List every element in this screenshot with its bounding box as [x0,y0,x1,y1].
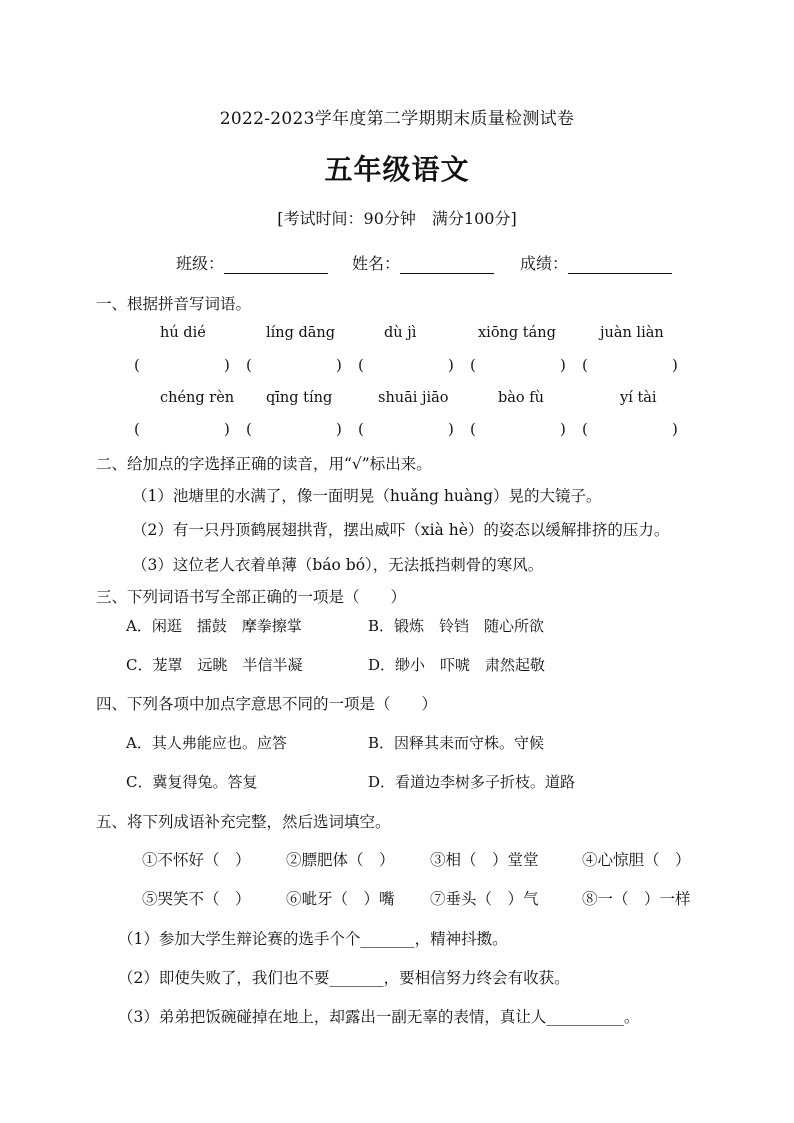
answer-paren-left: ( [134,420,140,438]
option-d: D．看道边李树多子折枝。道路 [368,773,576,791]
class-blank[interactable] [224,257,328,274]
option-b: B．因释其耒而守株。守候 [368,734,545,752]
answer-paren-left: ( [582,420,588,438]
pinyin: qīng tíng [266,390,333,406]
idiom-item: ⑧一（ ）一样 [582,890,691,908]
score-field [520,251,672,274]
question-item: （2）有一只丹顶鹤展翅拱背，摆出威吓（xià hè）的姿态以缓解排挤的压力。 [132,521,670,539]
name-label: 姓名： [352,254,401,273]
fill-sentence: （3）弟弟把饭碗碰掉在地上，却露出一副无辜的表情，真让人__________。 [118,1008,640,1026]
pinyin: hú dié [160,325,206,341]
answer-paren-right: ) [224,420,230,438]
name-blank[interactable] [400,257,494,274]
pinyin: chéng rèn [160,390,235,406]
answer-paren-left: ( [358,356,364,374]
section1-heading: 一、根据拼音写词语。 [96,295,252,313]
exam-info: [考试时间：90分钟 满分100分] [277,209,517,228]
answer-paren-right: ) [224,356,230,374]
answer-paren-right: ) [560,356,566,374]
answer-paren-right: ) [560,420,566,438]
pinyin: líng dāng [266,325,336,341]
page-title: 五年级语文 [324,153,470,186]
idiom-item: ④心惊胆（ ） [582,851,691,869]
answer-paren-right: ) [448,356,454,374]
section3-heading: 三、下列词语书写全部正确的一项是（ ） [96,588,407,606]
answer-paren-right: ) [336,420,342,438]
pinyin: juàn liàn [600,325,664,341]
question-item: （1）池塘里的水满了，像一面明晃（huǎng huàng）晃的大镜子。 [132,487,602,505]
idiom-item: ③相（ ）堂堂 [430,851,539,869]
score-blank[interactable] [568,257,672,274]
idiom-item: ②膘肥体（ ） [286,851,395,869]
option-b: B．锻炼 铃铛 随心所欲 [368,617,545,635]
answer-paren-left: ( [470,420,476,438]
section4-heading: 四、下列各项中加点字意思不同的一项是（ ） [96,695,438,713]
answer-paren-right: ) [672,420,678,438]
answer-paren-right: ) [448,420,454,438]
fill-sentence: （2）即使失败了，我们也不要_______，要相信努力终会有收获。 [118,969,570,987]
answer-paren-left: ( [134,356,140,374]
fill-sentence: （1）参加大学生辩论赛的选手个个_______，精神抖擞。 [118,930,508,948]
answer-paren-left: ( [582,356,588,374]
option-c: C．茏罩 远眺 半信半凝 [126,656,303,674]
option-c: C．冀复得兔。答复 [126,773,258,791]
pinyin: shuāi jiāo [378,390,449,406]
class-field [176,251,328,274]
answer-paren-left: ( [358,420,364,438]
answer-paren-right: ) [336,356,342,374]
score-label: 成绩： [520,254,569,273]
answer-paren-left: ( [470,356,476,374]
idiom-item: ⑦垂头（ ）气 [430,890,539,908]
name-field [352,251,494,274]
section2-heading: 二、给加点的字选择正确的读音，用“√”标出来。 [96,455,432,473]
pinyin: xiōng táng [478,325,556,341]
idiom-item: ⑤哭笑不（ ） [142,890,251,908]
idiom-item: ⑥呲牙（ ）嘴 [286,890,395,908]
question-item: （3）这位老人衣着单薄（báo bó），无法抵挡刺骨的寒风。 [132,556,544,574]
answer-paren-left: ( [246,420,252,438]
answer-paren-left: ( [246,356,252,374]
answer-paren-right: ) [672,356,678,374]
option-a: A．其人弗能应也。应答 [126,734,287,752]
exam-subtitle: 2022-2023学年度第二学期期末质量检测试卷 [219,109,575,129]
class-label: 班级： [176,254,225,273]
pinyin: yí tài [620,390,657,406]
option-d: D．缈小 吓唬 肃然起敬 [368,656,546,674]
pinyin: bào fù [498,390,544,406]
section5-heading: 五、将下列成语补充完整，然后选词填空。 [96,813,391,831]
idiom-item: ①不怀好（ ） [142,851,251,869]
option-a: A．闲逛 擂鼓 摩拳擦掌 [126,617,302,635]
pinyin: dù jì [384,325,417,341]
